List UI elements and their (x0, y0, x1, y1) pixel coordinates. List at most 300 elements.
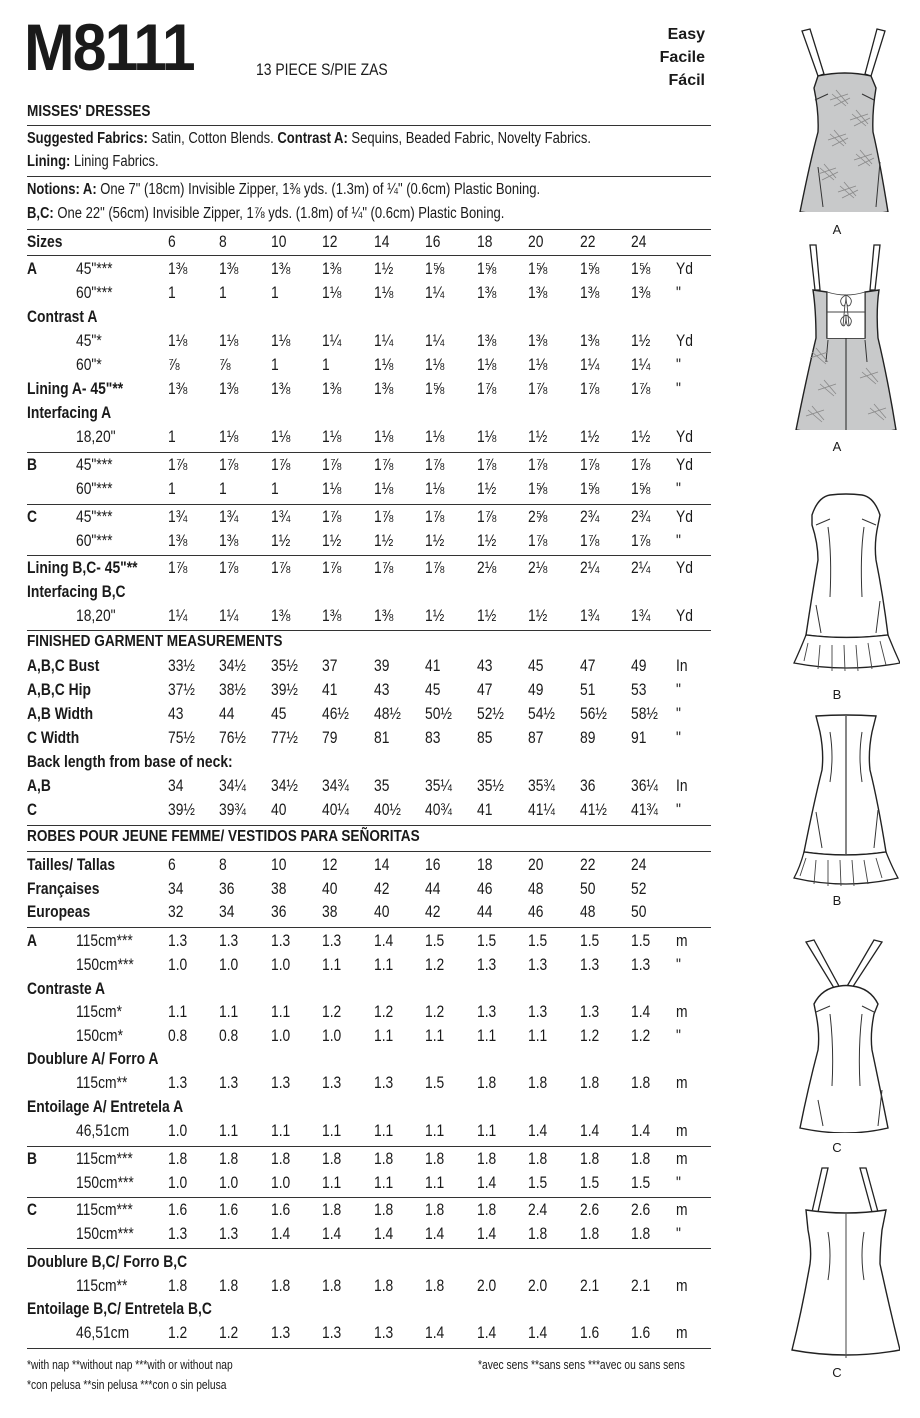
cell-value: 39½ (168, 801, 195, 819)
cell-value: 1.1 (271, 1003, 291, 1021)
cell-value: ⅞ (168, 356, 180, 374)
cell-value: 1⅜ (271, 607, 291, 625)
cell-value: 1⅛ (168, 332, 188, 350)
row-sublabel: 18,20" (76, 428, 116, 446)
view-label-c-back: C (832, 1365, 842, 1380)
cell-value: 1.1 (374, 1122, 394, 1140)
row-sublabel: 150cm* (76, 1027, 124, 1045)
cell-value: 1½ (631, 332, 651, 350)
cell-value: 6 (168, 233, 176, 251)
cell-value: 1⅞ (168, 456, 188, 474)
dress-c-front-illustration (790, 938, 900, 1133)
cell-value: 1⅜ (219, 260, 239, 278)
cell-value: 34½ (219, 657, 246, 675)
row-sublabel: 45"*** (76, 456, 113, 474)
yardage-row (0, 559, 720, 581)
cell-value: 1.8 (374, 1201, 394, 1219)
divider (27, 125, 711, 126)
cell-value: 2¼ (580, 559, 600, 577)
row-sublabel: 45"* (76, 332, 102, 350)
cell-value: 1⅞ (528, 456, 548, 474)
cell-value: 2.6 (631, 1201, 651, 1219)
cell-value: 1.3 (528, 1003, 548, 1021)
row-label: A,B,C Bust (27, 657, 100, 675)
cell-value: 2⅛ (528, 559, 548, 577)
view-label-b-front: B (832, 687, 842, 702)
dress-b-front-illustration (790, 485, 900, 680)
cell-value: 1.4 (374, 1225, 394, 1243)
row-unit: " (676, 1027, 681, 1045)
cell-value: 1.8 (477, 1201, 497, 1219)
measurement-row (0, 705, 720, 727)
lining-fabrics (27, 153, 159, 171)
cell-value: 39 (374, 657, 390, 675)
cell-value: 52 (631, 880, 647, 898)
divider (27, 927, 711, 928)
cell-value: 1¾ (631, 607, 651, 625)
cell-value: 1 (168, 480, 176, 498)
metric-row (0, 1324, 720, 1346)
cell-value: 1⅞ (425, 456, 445, 474)
row-unit: " (676, 801, 681, 819)
row-label: Entoilage A/ Entretela A (27, 1098, 184, 1116)
cell-value: 14 (374, 856, 390, 874)
cell-value: 1⅜ (528, 332, 548, 350)
cell-value: 1.3 (580, 1003, 600, 1021)
cell-value: 1 (219, 284, 227, 302)
row-label: A (27, 260, 38, 278)
cell-value: 50½ (425, 705, 452, 723)
cell-value: 1⅛ (425, 428, 445, 446)
row-label: Tailles/ Tallas (27, 856, 116, 874)
cell-value: 1⅜ (477, 284, 497, 302)
cell-value: 1.2 (425, 956, 445, 974)
measurement-row (0, 753, 720, 775)
cell-value: 1¼ (219, 607, 239, 625)
cell-value: 1.8 (168, 1150, 188, 1168)
cell-value: 40½ (374, 801, 401, 819)
cell-value: 1.8 (580, 1150, 600, 1168)
footnote-french: *avec sens **sans sens ***avec ou sans sens (478, 1358, 685, 1372)
row-sublabel: 46,51cm (76, 1122, 130, 1140)
row-sublabel: 45"*** (76, 508, 113, 526)
cell-value: 1.3 (322, 1324, 342, 1342)
divider (27, 1146, 711, 1147)
cell-value: 1.8 (528, 1074, 548, 1092)
yardage-row (0, 532, 720, 554)
cell-value: 1½ (477, 607, 497, 625)
cell-value: 1.6 (271, 1201, 291, 1219)
cell-value: 1⅞ (219, 456, 239, 474)
difficulty-es: Fácil (668, 72, 705, 89)
row-unit: Yd (676, 508, 693, 526)
suggested-fabrics (27, 130, 591, 148)
cell-value: 1⅛ (271, 428, 291, 446)
cell-value: 41 (477, 801, 493, 819)
row-label: Lining B,C- 45"** (27, 559, 138, 577)
cell-value: 2⅛ (477, 559, 497, 577)
cell-value: 1.0 (219, 956, 239, 974)
notions-a (27, 181, 540, 199)
cell-value: 1⅝ (631, 480, 651, 498)
cell-value: 1½ (477, 480, 497, 498)
yardage-row (0, 332, 720, 354)
cell-value: 43 (477, 657, 493, 675)
cell-value: 1.8 (631, 1225, 651, 1243)
row-sublabel: 45"*** (76, 260, 113, 278)
cell-value: 1⅛ (322, 284, 342, 302)
cell-value: 34¾ (322, 777, 349, 795)
cell-value: 2.1 (631, 1277, 651, 1295)
cell-value: 1⅜ (477, 332, 497, 350)
cell-value: 45 (528, 657, 544, 675)
cell-value: 1.3 (219, 1074, 239, 1092)
metric-size-row (0, 856, 720, 878)
cell-value: 45 (271, 705, 287, 723)
cell-value: 32 (168, 903, 184, 921)
metric-row (0, 980, 720, 1002)
cell-value: 0.8 (168, 1027, 188, 1045)
cell-value: 18 (477, 856, 493, 874)
cell-value: 1.3 (631, 956, 651, 974)
yardage-row (0, 356, 720, 378)
cell-value: 1¾ (271, 508, 291, 526)
cell-value: 1⅛ (219, 428, 239, 446)
cell-value: 1.3 (580, 956, 600, 974)
cell-value: 1⅜ (580, 284, 600, 302)
cell-value: 79 (322, 729, 338, 747)
cell-value: 1.6 (219, 1201, 239, 1219)
notions-a-text: One 7" (18cm) Invisible Zipper, 1⅜ yds. (1.3m) of ¼" (0.6cm) Plastic Boning. (96, 181, 541, 198)
row-sublabel: 60"* (76, 356, 102, 374)
cell-value: 2.6 (580, 1201, 600, 1219)
divider (27, 1348, 711, 1349)
cell-value: 2¾ (580, 508, 600, 526)
metric-row (0, 1300, 720, 1322)
pattern-number: M8111 (24, 10, 194, 84)
row-unit: " (676, 284, 681, 302)
cell-value: 1.3 (271, 932, 291, 950)
cell-value: 1⅛ (374, 284, 394, 302)
cell-value: 1.1 (168, 1003, 188, 1021)
cell-value: 1⅞ (374, 559, 394, 577)
cell-value: 1.3 (374, 1074, 394, 1092)
row-sublabel: 150cm*** (76, 1174, 134, 1192)
measurement-row (0, 681, 720, 703)
suggested-fabrics-text: Satin, Cotton Blends. (147, 130, 278, 147)
cell-value: 1⅞ (374, 508, 394, 526)
cell-value: 1.8 (425, 1201, 445, 1219)
cell-value: 1⅜ (631, 284, 651, 302)
cell-value: 1⅛ (219, 332, 239, 350)
row-unit: " (676, 356, 681, 374)
divider (27, 452, 711, 453)
cell-value: 35½ (477, 777, 504, 795)
row-sublabel: 60"*** (76, 532, 113, 550)
cell-value: 1.1 (425, 1174, 445, 1192)
cell-value: 53 (631, 681, 647, 699)
cell-value: 1.1 (374, 1027, 394, 1045)
metric-row (0, 1201, 720, 1223)
cell-value: 2.0 (477, 1277, 497, 1295)
dress-c-back-illustration (790, 1160, 900, 1360)
cell-value: 54½ (528, 705, 555, 723)
row-sublabel: 46,51cm (76, 1324, 130, 1342)
cell-value: 1.0 (168, 1122, 188, 1140)
cell-value: 18 (477, 233, 493, 251)
cell-value: 1.4 (580, 1122, 600, 1140)
cell-value: 1.8 (219, 1277, 239, 1295)
cell-value: 1.0 (271, 1027, 291, 1045)
cell-value: 1¼ (168, 607, 188, 625)
cell-value: 45 (425, 681, 441, 699)
cell-value: 1¼ (580, 356, 600, 374)
yardage-row (0, 428, 720, 450)
measurement-row (0, 777, 720, 799)
divider (27, 255, 711, 256)
cell-value: 1⅞ (631, 380, 651, 398)
cell-value: 1½ (528, 607, 548, 625)
cell-value: 1.8 (477, 1074, 497, 1092)
lining-text: Lining Fabrics. (70, 153, 159, 170)
cell-value: 41¼ (528, 801, 555, 819)
cell-value: 2.0 (528, 1277, 548, 1295)
row-label: C (27, 508, 38, 526)
row-label: C Width (27, 729, 80, 747)
cell-value: 38 (271, 880, 287, 898)
cell-value: 8 (219, 856, 227, 874)
cell-value: 1 (322, 356, 330, 374)
cell-value: 24 (631, 856, 647, 874)
cell-value: 1.2 (322, 1003, 342, 1021)
cell-value: 1 (271, 284, 279, 302)
row-sublabel: 115cm*** (76, 1150, 133, 1168)
cell-value: 1.4 (374, 932, 394, 950)
metric-row (0, 1225, 720, 1247)
row-unit: In (676, 657, 688, 675)
cell-value: 1.3 (271, 1324, 291, 1342)
cell-value: 56½ (580, 705, 607, 723)
cell-value: 1.5 (425, 1074, 445, 1092)
cell-value: 1.3 (322, 1074, 342, 1092)
measurement-row (0, 729, 720, 751)
yardage-row (0, 284, 720, 306)
metric-title: ROBES POUR JEUNE FEMME/ VESTIDOS PARA SEÑORITAS (27, 828, 420, 845)
cell-value: 40¼ (322, 801, 349, 819)
metric-row (0, 1253, 720, 1275)
row-label: A,B Width (27, 705, 94, 723)
cell-value: 1⅝ (528, 480, 548, 498)
cell-value: 12 (322, 856, 338, 874)
cell-value: 1⅞ (322, 456, 342, 474)
cell-value: 91 (631, 729, 647, 747)
cell-value: 58½ (631, 705, 658, 723)
cell-value: 89 (580, 729, 596, 747)
notions-a-label: Notions: A: (27, 181, 97, 198)
cell-value: 1⅞ (477, 456, 497, 474)
cell-value: 1.8 (425, 1150, 445, 1168)
cell-value: 34 (168, 880, 184, 898)
cell-value: 1.2 (168, 1324, 188, 1342)
row-label: Doublure B,C/ Forro B,C (27, 1253, 188, 1271)
cell-value: 1.3 (477, 956, 497, 974)
cell-value: 34 (168, 777, 184, 795)
cell-value: 1.1 (219, 1122, 239, 1140)
cell-value: 1.8 (425, 1277, 445, 1295)
cell-value: 1.2 (580, 1027, 600, 1045)
cell-value: 47 (580, 657, 596, 675)
cell-value: 1.8 (322, 1277, 342, 1295)
cell-value: 2¼ (631, 559, 651, 577)
row-unit: m (676, 1003, 688, 1021)
cell-value: 1⅜ (322, 260, 342, 278)
cell-value: 1.8 (374, 1277, 394, 1295)
row-unit: " (676, 1174, 681, 1192)
cell-value: 1.0 (271, 956, 291, 974)
metric-row (0, 1122, 720, 1144)
row-unit: " (676, 705, 681, 723)
cell-value: 1.8 (219, 1150, 239, 1168)
row-label: Back length from base of neck: (27, 753, 233, 771)
cell-value: 1⅞ (168, 559, 188, 577)
row-unit: In (676, 777, 688, 795)
cell-value: 1.3 (168, 1074, 188, 1092)
cell-value: 35½ (271, 657, 298, 675)
row-unit: " (676, 480, 681, 498)
row-sublabel: 115cm* (76, 1003, 122, 1021)
cell-value: 1¼ (425, 332, 445, 350)
cell-value: 22 (580, 233, 596, 251)
cell-value: 1.8 (477, 1150, 497, 1168)
cell-value: 1.4 (271, 1225, 291, 1243)
cell-value: 1.3 (219, 1225, 239, 1243)
row-unit: Yd (676, 428, 693, 446)
cell-value: 1½ (528, 428, 548, 446)
notions-bc-label: B,C: (27, 205, 54, 222)
cell-value: 1.1 (322, 1122, 342, 1140)
cell-value: 85 (477, 729, 493, 747)
cell-value: 43 (374, 681, 390, 699)
cell-value: 1.1 (374, 1174, 394, 1192)
cell-value: 1¼ (374, 332, 394, 350)
cell-value: 1⅜ (374, 607, 394, 625)
cell-value: 40 (374, 903, 390, 921)
cell-value: 1⅜ (322, 607, 342, 625)
footnote-spanish: *con pelusa **sin pelusa ***con o sin pelusa (27, 1378, 227, 1392)
cell-value: 1.0 (168, 1174, 188, 1192)
row-label: Doublure A/ Forro A (27, 1050, 159, 1068)
cell-value: 1⅜ (219, 532, 239, 550)
cell-value: 1⅛ (322, 428, 342, 446)
row-unit: Yd (676, 456, 693, 474)
cell-value: 1.8 (580, 1225, 600, 1243)
row-label: Lining A- 45"** (27, 380, 124, 398)
cell-value: 1½ (374, 260, 394, 278)
cell-value: 41¾ (631, 801, 658, 819)
cell-value: 1⅜ (219, 380, 239, 398)
cell-value: 1⅞ (374, 456, 394, 474)
cell-value: 1½ (322, 532, 342, 550)
row-label: Françaises (27, 880, 100, 898)
cell-value: 39½ (271, 681, 298, 699)
cell-value: 1.3 (322, 932, 342, 950)
cell-value: 2¾ (631, 508, 651, 526)
cell-value: 1.3 (219, 932, 239, 950)
cell-value: 1.1 (477, 1122, 497, 1140)
yardage-row (0, 308, 720, 330)
cell-value: 42 (425, 903, 441, 921)
row-label: Contrast A (27, 308, 98, 326)
cell-value: 1.5 (631, 932, 651, 950)
cell-value: 1½ (425, 607, 445, 625)
cell-value: 41 (322, 681, 338, 699)
cell-value: 37½ (168, 681, 195, 699)
cell-value: 51 (580, 681, 596, 699)
cell-value: 1.1 (477, 1027, 497, 1045)
notions-bc (27, 205, 504, 223)
cell-value: 1⅞ (580, 456, 600, 474)
cell-value: 1⅜ (168, 380, 188, 398)
cell-value: 1.1 (271, 1122, 291, 1140)
cell-value: 33½ (168, 657, 195, 675)
cell-value: 1.3 (477, 1003, 497, 1021)
contrast-label: Contrast A: (277, 130, 348, 147)
cell-value: 1.4 (528, 1122, 548, 1140)
metric-row (0, 1150, 720, 1172)
row-sublabel: 115cm*** (76, 932, 133, 950)
cell-value: 1⅞ (631, 456, 651, 474)
cell-value: 1.5 (631, 1174, 651, 1192)
cell-value: 1 (168, 428, 176, 446)
cell-value: 77½ (271, 729, 298, 747)
cell-value: 36¼ (631, 777, 658, 795)
row-unit: m (676, 1150, 688, 1168)
cell-value: 36 (580, 777, 596, 795)
row-unit: m (676, 1122, 688, 1140)
cell-value: 1.8 (631, 1150, 651, 1168)
divider (27, 555, 711, 556)
garment-title: MISSES' DRESSES (27, 103, 151, 120)
row-label: C (27, 801, 38, 819)
cell-value: 12 (322, 233, 338, 251)
cell-value: 1.0 (271, 1174, 291, 1192)
divider (27, 825, 711, 826)
cell-value: 44 (425, 880, 441, 898)
metric-row (0, 932, 720, 954)
cell-value: 48½ (374, 705, 401, 723)
cell-value: 52½ (477, 705, 504, 723)
cell-value: 1½ (425, 532, 445, 550)
cell-value: 1⅛ (528, 356, 548, 374)
metric-size-row (0, 880, 720, 902)
cell-value: 44 (477, 903, 493, 921)
cell-value: 1⅝ (580, 480, 600, 498)
cell-value: 46 (477, 880, 493, 898)
dress-a-front-illustration (790, 22, 900, 212)
cell-value: 16 (425, 856, 441, 874)
cell-value: 1.0 (168, 956, 188, 974)
suggested-fabrics-label: Suggested Fabrics: (27, 130, 148, 147)
row-label: Interfacing A (27, 404, 112, 422)
cell-value: 1.4 (631, 1003, 651, 1021)
cell-value: 8 (219, 233, 227, 251)
cell-value: 1.8 (580, 1074, 600, 1092)
view-label-a-back: A (832, 439, 842, 454)
cell-value: 1 (271, 356, 279, 374)
cell-value: 1 (271, 480, 279, 498)
divider (27, 504, 711, 505)
finished-title: FINISHED GARMENT MEASUREMENTS (27, 633, 283, 650)
